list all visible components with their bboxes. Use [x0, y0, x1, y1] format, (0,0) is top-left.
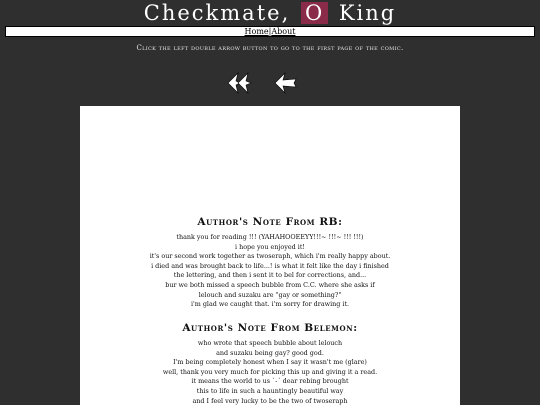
double-left-arrow-icon	[226, 70, 252, 96]
note-line: I'm being completely honest when I say it wasn't me (glare)	[173, 358, 367, 367]
author-note-rb-heading: Author's Note From RB:	[197, 216, 343, 228]
note-line: it's our second work together as twoseraph, which i'm really happy about.	[149, 252, 391, 261]
author-note-belemon-text	[80, 339, 460, 405]
author-note-rb-text	[80, 233, 460, 310]
note-line: this to life in such a hauntingly beautiful way	[196, 386, 344, 395]
nav-link-about[interactable]: About	[271, 27, 296, 36]
note-line: and I feel very lucky to be the two of twoseraph	[192, 396, 348, 405]
title-o-badge: O	[301, 2, 328, 24]
title-part-1: Checkmate,	[143, 1, 291, 25]
author-note-belemon	[80, 322, 460, 405]
note-line: and suzaku being gay? good god.	[216, 348, 324, 357]
comic-page	[80, 106, 460, 405]
note-line: lelouch and suzaku are "gay or something?"	[198, 290, 342, 299]
note-line: i'm glad we caught that. i'm sorry for drawing it.	[190, 300, 350, 309]
left-arrow-icon	[272, 70, 298, 96]
navigation-hint: Click the left double arrow button to go to the first page of the comic.	[136, 44, 404, 52]
note-line: the lettering, and then i sent it to bel for corrections, and...	[173, 271, 367, 280]
previous-page-button[interactable]	[272, 70, 298, 96]
first-page-button[interactable]	[226, 70, 252, 96]
comic-navigation	[0, 70, 540, 96]
nav-link-home[interactable]: Home	[244, 27, 269, 36]
author-note-belemon-heading: Author's Note From Belemon:	[182, 322, 358, 334]
note-line: it means the world to us `-´ dear rebing brought	[191, 377, 349, 386]
note-line: thank you for reading !!! (YAHAHOOEEYY!!!~ !!!~ !!! !!!)	[176, 233, 364, 241]
note-line: i died and was brought back to life...! is what it felt like the day i finished	[151, 261, 389, 270]
site-title	[0, 0, 540, 26]
nav-separator: |	[268, 27, 272, 36]
note-line: bur we both missed a speech bubble from C.C. where she asks if	[165, 280, 375, 289]
nav-bar	[5, 26, 535, 37]
note-line: i hope you enjoyed it!	[235, 242, 305, 251]
note-line: well, thank you very much for picking this up and giving it a read.	[162, 367, 378, 376]
note-line: who wrote that speech bubble about lelouch	[197, 339, 343, 347]
author-note-rb	[80, 216, 460, 310]
title-part-2: King	[338, 1, 397, 25]
